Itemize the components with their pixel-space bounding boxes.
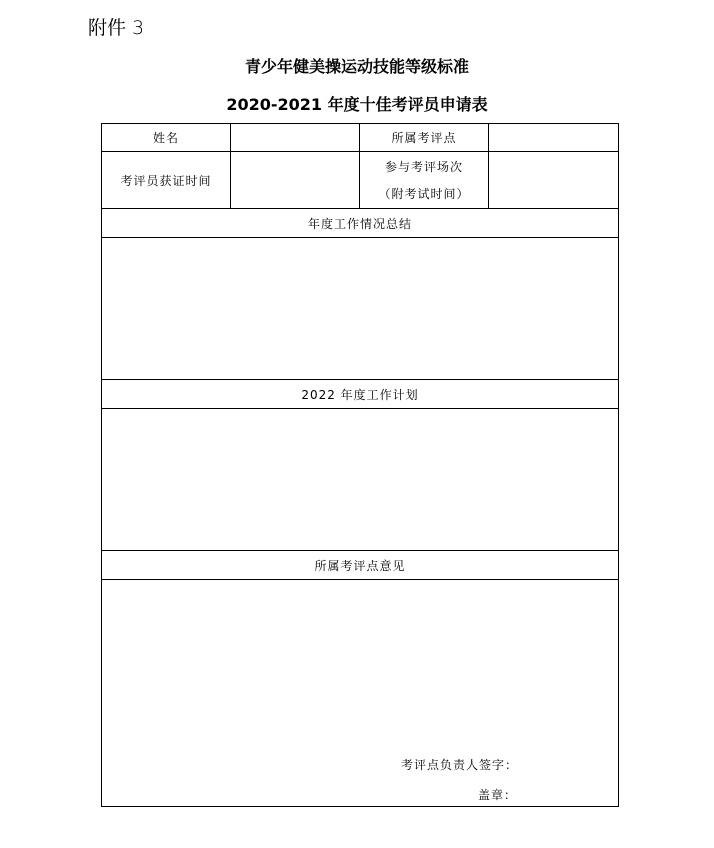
plan-body-cell[interactable]	[102, 409, 619, 551]
opinion-header	[102, 551, 619, 580]
opinion-body-row	[102, 580, 619, 807]
cert-time-label-cell	[102, 152, 231, 209]
cert-row	[102, 152, 619, 209]
seal-label: 盖章：	[478, 788, 518, 802]
summary-body-cell[interactable]	[102, 238, 619, 380]
name-input-cell[interactable]	[231, 124, 360, 152]
opinion-header-row	[102, 551, 619, 580]
name-row	[102, 124, 619, 152]
attachment-label: 附件 3	[88, 17, 145, 39]
cert-time-label: 考评员获证时间	[120, 173, 212, 188]
sessions-input-cell[interactable]	[489, 152, 619, 209]
name-label-cell	[102, 124, 231, 152]
plan-header-label: 2022 年度工作计划	[301, 387, 419, 402]
sessions-label-cell	[360, 152, 489, 209]
plan-header	[102, 380, 619, 409]
summary-header	[102, 209, 619, 238]
point-label: 所属考评点	[391, 131, 457, 145]
sessions-sublabel: （附考试时间）	[378, 187, 470, 201]
name-label: 姓名	[152, 131, 179, 145]
point-label-cell	[360, 124, 489, 152]
opinion-header-label: 所属考评点意见	[314, 558, 406, 573]
sessions-label: 参与考评场次	[384, 160, 463, 174]
summary-header-row	[102, 209, 619, 238]
plan-header-row	[102, 380, 619, 409]
cert-time-input-cell[interactable]	[231, 152, 360, 209]
summary-body-row	[102, 238, 619, 380]
point-input-cell[interactable]	[489, 124, 619, 152]
summary-header-label: 年度工作情况总结	[307, 216, 412, 231]
plan-body-row	[102, 409, 619, 551]
form-title: 2020-2021 年度十佳考评员申请表	[226, 95, 488, 114]
document-title: 青少年健美操运动技能等级标准	[244, 57, 469, 76]
application-form-table	[101, 123, 619, 807]
opinion-body-cell[interactable]	[102, 580, 619, 807]
signer-label: 考评点负责人签字：	[401, 758, 519, 772]
